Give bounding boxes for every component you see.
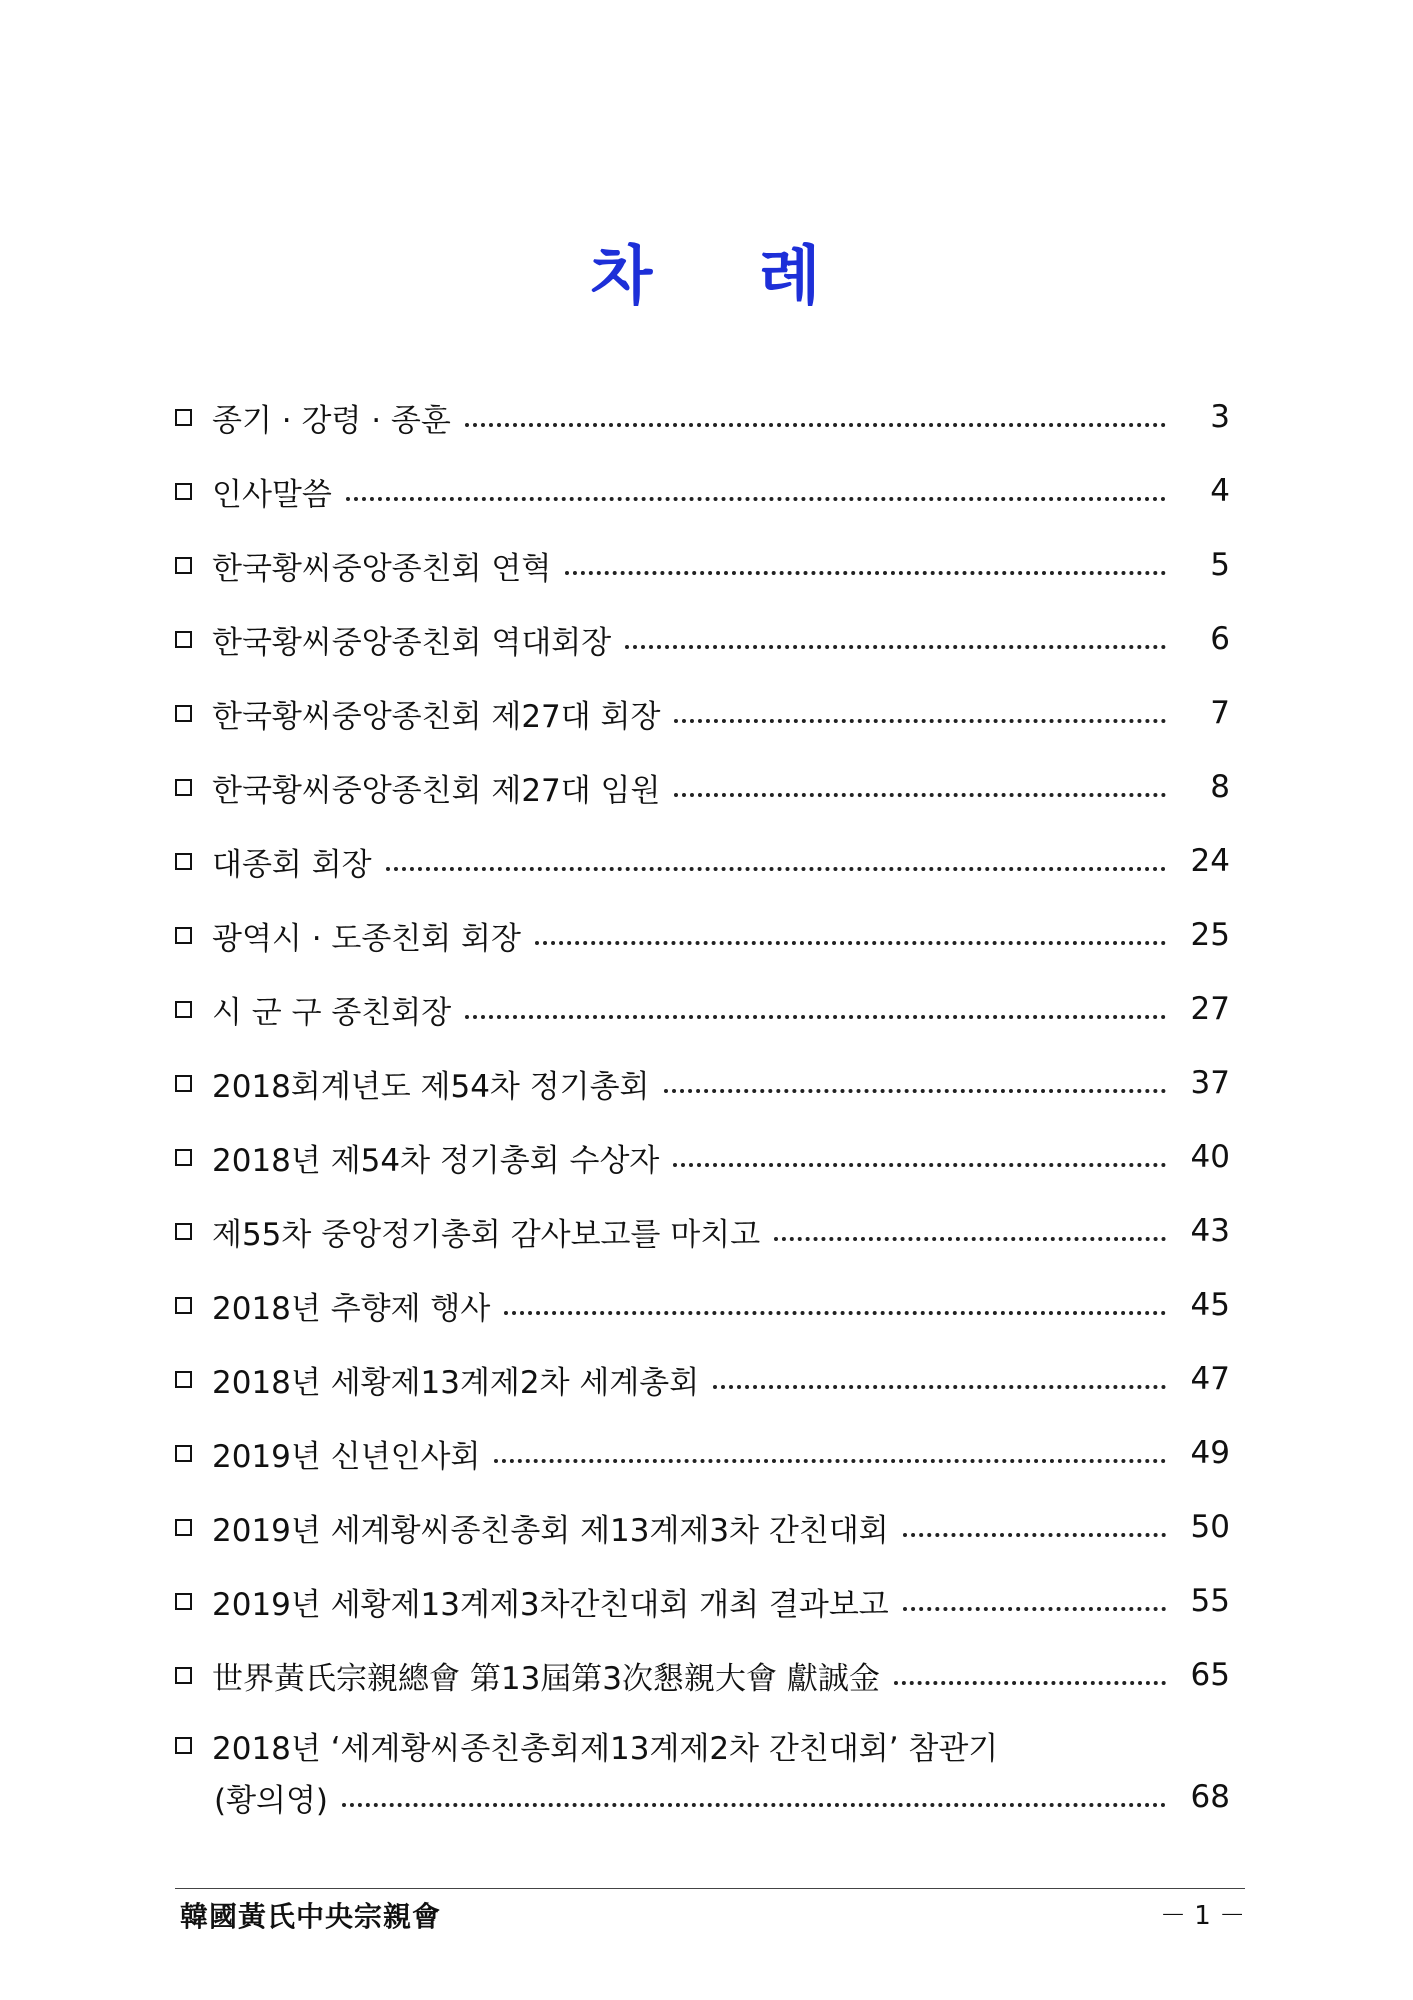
checkbox-icon xyxy=(175,779,192,796)
toc-label: 世界黃氏宗親總會 第13屆第3次懇親大會 獻誠金 xyxy=(212,1660,880,1697)
toc-page: 68 xyxy=(1190,1779,1230,1815)
toc-label: 2019년 세계황씨종친총회 제13계제3차 간친대회 xyxy=(212,1512,889,1549)
toc-label: 제55차 중앙정기총회 감사보고를 마치고 xyxy=(212,1216,761,1253)
checkbox-icon xyxy=(175,1593,192,1610)
dot-leader xyxy=(674,716,1166,723)
toc-page: 3 xyxy=(1210,399,1230,435)
dot-leader xyxy=(346,494,1166,501)
footer-page-number: － 1 － xyxy=(1160,1901,1246,1931)
toc-label: 2019년 신년인사회 xyxy=(212,1438,481,1475)
toc-page: 4 xyxy=(1210,473,1230,509)
footer-organization: 韓國黃氏中央宗親會 xyxy=(180,1900,442,1933)
toc-label: 한국황씨중앙종친회 제27대 회장 xyxy=(212,698,661,735)
toc-page: 65 xyxy=(1190,1657,1230,1693)
checkbox-icon xyxy=(175,1297,192,1314)
toc-label: 시 군 구 종친회장 xyxy=(212,994,452,1031)
checkbox-icon xyxy=(175,1001,192,1018)
toc-page: 27 xyxy=(1190,991,1230,1027)
toc-entry[interactable] xyxy=(175,1416,1230,1490)
toc-entry[interactable] xyxy=(175,1194,1230,1268)
checkbox-icon xyxy=(175,409,192,426)
checkbox-icon xyxy=(175,1371,192,1388)
toc-page: 49 xyxy=(1190,1435,1230,1471)
toc-page: 40 xyxy=(1190,1139,1230,1175)
toc-label: 2018회계년도 제54차 정기총회 xyxy=(212,1068,650,1105)
dot-leader xyxy=(894,1678,1166,1685)
toc-entry[interactable] xyxy=(175,750,1230,824)
toc-entry[interactable] xyxy=(175,1342,1230,1416)
toc-label: 한국황씨중앙종친회 역대회장 xyxy=(212,624,612,661)
toc-label: 대종회 회장 xyxy=(212,846,372,883)
toc-label: 2018년 세황제13계제2차 세계총회 xyxy=(212,1364,700,1401)
dot-leader xyxy=(535,938,1166,945)
toc-page: 8 xyxy=(1210,769,1230,805)
checkbox-icon xyxy=(175,1667,192,1684)
checkbox-icon xyxy=(175,557,192,574)
toc-page: 55 xyxy=(1190,1583,1230,1619)
toc-entry[interactable] xyxy=(175,602,1230,676)
toc-page: 24 xyxy=(1190,843,1230,879)
checkbox-icon xyxy=(175,1519,192,1536)
toc-page: 25 xyxy=(1190,917,1230,953)
toc-entry[interactable] xyxy=(175,1638,1230,1712)
checkbox-icon xyxy=(175,705,192,722)
table-of-contents xyxy=(175,380,1230,1830)
toc-page: 5 xyxy=(1210,547,1230,583)
toc-label: 한국황씨중앙종친회 제27대 임원 xyxy=(212,772,661,809)
toc-page: 43 xyxy=(1190,1213,1230,1249)
toc-entry[interactable] xyxy=(175,1120,1230,1194)
toc-page: 37 xyxy=(1190,1065,1230,1101)
dot-leader xyxy=(386,864,1166,871)
checkbox-icon xyxy=(175,1149,192,1166)
dot-leader xyxy=(465,1012,1166,1019)
toc-page: 45 xyxy=(1190,1287,1230,1323)
checkbox-icon xyxy=(175,483,192,500)
checkbox-icon xyxy=(175,1737,192,1754)
dot-leader xyxy=(565,568,1166,575)
footer-divider xyxy=(175,1888,1245,1889)
toc-label: 2019년 세황제13계제3차간친대회 개최 결과보고 xyxy=(212,1586,889,1623)
toc-page: 47 xyxy=(1190,1361,1230,1397)
toc-label: 광역시 · 도종친회 회장 xyxy=(212,920,521,957)
checkbox-icon xyxy=(175,927,192,944)
dot-leader xyxy=(465,420,1166,427)
toc-entry[interactable] xyxy=(175,380,1230,454)
toc-label: 2018년 추향제 행사 xyxy=(212,1290,491,1327)
toc-entry[interactable] xyxy=(175,528,1230,602)
toc-label-author: (황의영) xyxy=(214,1782,329,1819)
toc-label: 인사말씀 xyxy=(212,476,332,513)
checkbox-icon xyxy=(175,1223,192,1240)
toc-label: 2018년 제54차 정기총회 수상자 xyxy=(212,1142,660,1179)
toc-entry[interactable] xyxy=(175,898,1230,972)
dot-leader xyxy=(625,642,1166,649)
toc-label: 2018년 ‘세계황씨종친총회제13계제2차 간친대회’ 참관기 xyxy=(212,1730,999,1767)
toc-label: 종기 · 강령 · 종훈 xyxy=(212,402,451,439)
checkbox-icon xyxy=(175,631,192,648)
dot-leader xyxy=(713,1382,1166,1389)
toc-entry[interactable] xyxy=(175,1046,1230,1120)
dot-leader xyxy=(903,1604,1166,1611)
dot-leader xyxy=(903,1530,1166,1537)
toc-page: 6 xyxy=(1210,621,1230,657)
page-title: 차 례 xyxy=(590,240,823,314)
toc-entry[interactable] xyxy=(175,824,1230,898)
toc-entry[interactable] xyxy=(175,972,1230,1046)
dot-leader xyxy=(674,790,1166,797)
toc-page: 7 xyxy=(1210,695,1230,731)
checkbox-icon xyxy=(175,1075,192,1092)
dot-leader xyxy=(342,1800,1166,1807)
checkbox-icon xyxy=(175,853,192,870)
toc-entry-last[interactable] xyxy=(175,1712,1230,1830)
dot-leader xyxy=(673,1160,1166,1167)
checkbox-icon xyxy=(175,1445,192,1462)
dot-leader xyxy=(774,1234,1166,1241)
dot-leader xyxy=(664,1086,1166,1093)
dot-leader xyxy=(504,1308,1166,1315)
toc-entry[interactable] xyxy=(175,454,1230,528)
toc-entry[interactable] xyxy=(175,676,1230,750)
toc-entry[interactable] xyxy=(175,1490,1230,1564)
toc-label: 한국황씨중앙종친회 연혁 xyxy=(212,550,552,587)
toc-entry[interactable] xyxy=(175,1268,1230,1342)
toc-entry[interactable] xyxy=(175,1564,1230,1638)
dot-leader xyxy=(494,1456,1166,1463)
toc-page: 50 xyxy=(1190,1509,1230,1545)
